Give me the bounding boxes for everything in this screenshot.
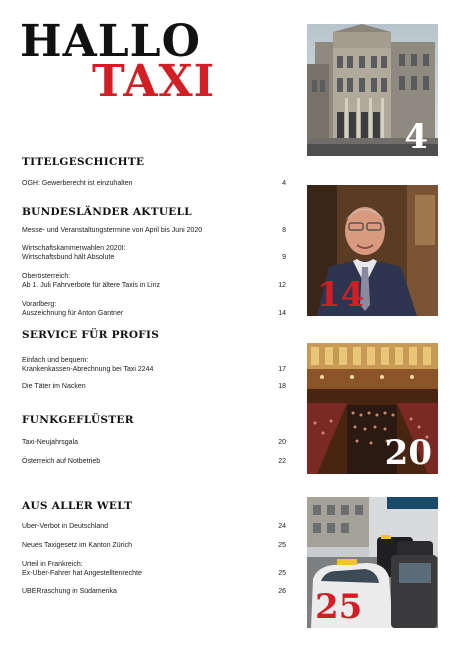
toc-entry[interactable]	[22, 457, 286, 466]
photo-taxi-street[interactable]	[307, 497, 438, 628]
toc-entry[interactable]	[22, 300, 286, 318]
photo-concert-hall[interactable]	[307, 343, 438, 474]
toc-entry-line1: Einfach und bequem:	[22, 357, 89, 364]
toc-page-number: 4	[282, 180, 286, 187]
toc-entry-line1: Urteil in Frankreich:	[22, 561, 83, 568]
toc-entry-text: Uber-Verbot in Deutschland	[22, 523, 108, 530]
toc-page-number: 25	[278, 570, 286, 577]
toc-entry[interactable]	[22, 179, 286, 188]
toc-entry-line1: Oberösterreich:	[22, 273, 71, 280]
toc-entry-line1: Wirtschaftskammerwahlen 2020I:	[22, 245, 126, 252]
toc-entry-text: Die Täter im Nacken	[22, 383, 86, 390]
toc-entry-line2: Auszeichnung für Anton Gantner	[22, 310, 124, 317]
toc-entry[interactable]	[22, 587, 286, 596]
toc-entry[interactable]	[22, 560, 286, 578]
masthead-taxi: TAXI	[92, 56, 216, 107]
toc-entry[interactable]	[22, 438, 286, 447]
toc-page-number: 17	[278, 366, 286, 373]
toc-entry[interactable]	[22, 541, 286, 550]
masthead-hallo: HALLO	[20, 16, 201, 67]
toc-entry-text: Messe- und Veranstaltungstermine von April bis Juni 2020	[22, 227, 203, 234]
toc-entry-line1: Vorarlberg:	[22, 301, 57, 308]
toc-entry-text: Taxi-Neujahrsgala	[22, 439, 79, 446]
toc-entry-line2: Ab 1. Juli Fahrverbote für ältere Taxis in Linz	[22, 282, 160, 289]
section-title-funkgefluester: FUNKGEFLÜSTER	[22, 414, 134, 426]
toc-entry-line2: Ex-Uber-Fahrer hat Angestelltenrechte	[22, 570, 142, 577]
toc-entry-text: Neues Taxigesetz im Kanton Zürich	[22, 542, 132, 549]
toc-page-number: 9	[282, 254, 286, 261]
toc-entry[interactable]	[22, 382, 286, 391]
toc-entry-line2: Krankenkassen-Abrechnung bei Taxi 2244	[22, 366, 154, 373]
section-title-titelgeschichte: TITELGESCHICHTE	[22, 156, 145, 168]
toc-entry[interactable]	[22, 522, 286, 531]
section-title-service: SERVICE FÜR PROFIS	[22, 329, 160, 341]
photo-court-building[interactable]	[307, 24, 438, 156]
section-title-aus-aller-welt: AUS ALLER WELT	[22, 500, 133, 512]
toc-entry-text: Österreich auf Notbetrieb	[22, 458, 101, 465]
photo-page-number: 20	[384, 433, 432, 473]
toc-page-number: 22	[278, 458, 286, 465]
toc-page-number: 14	[278, 310, 286, 317]
toc-entry-line2: Wirtschaftsbund hält Absolute	[22, 254, 115, 261]
photo-portrait[interactable]	[307, 185, 438, 316]
photo-page-number: 4	[404, 117, 428, 156]
toc-page-number: 18	[278, 383, 286, 390]
toc-page-number: 24	[278, 523, 286, 530]
toc-page-number: 8	[282, 227, 286, 234]
toc-page-number: 12	[278, 282, 286, 289]
photo-page-number: 14	[317, 275, 365, 315]
toc-page-number: 26	[278, 588, 286, 595]
toc-page-number: 20	[278, 439, 286, 446]
section-title-bundeslaender: BUNDESLÄNDER AKTUELL	[22, 206, 192, 218]
toc-entry[interactable]	[22, 244, 286, 262]
toc-page-number: 25	[278, 542, 286, 549]
toc-entry-text: UBERraschung in Südamerika	[22, 588, 117, 595]
toc-entry[interactable]	[22, 272, 286, 290]
photo-page-number: 25	[315, 587, 363, 627]
toc-entry[interactable]	[22, 226, 286, 235]
toc-entry[interactable]	[22, 356, 286, 374]
masthead-logo	[20, 16, 216, 107]
toc-entry-text: OGH: Gewerberecht ist einzuhalten	[22, 180, 133, 187]
